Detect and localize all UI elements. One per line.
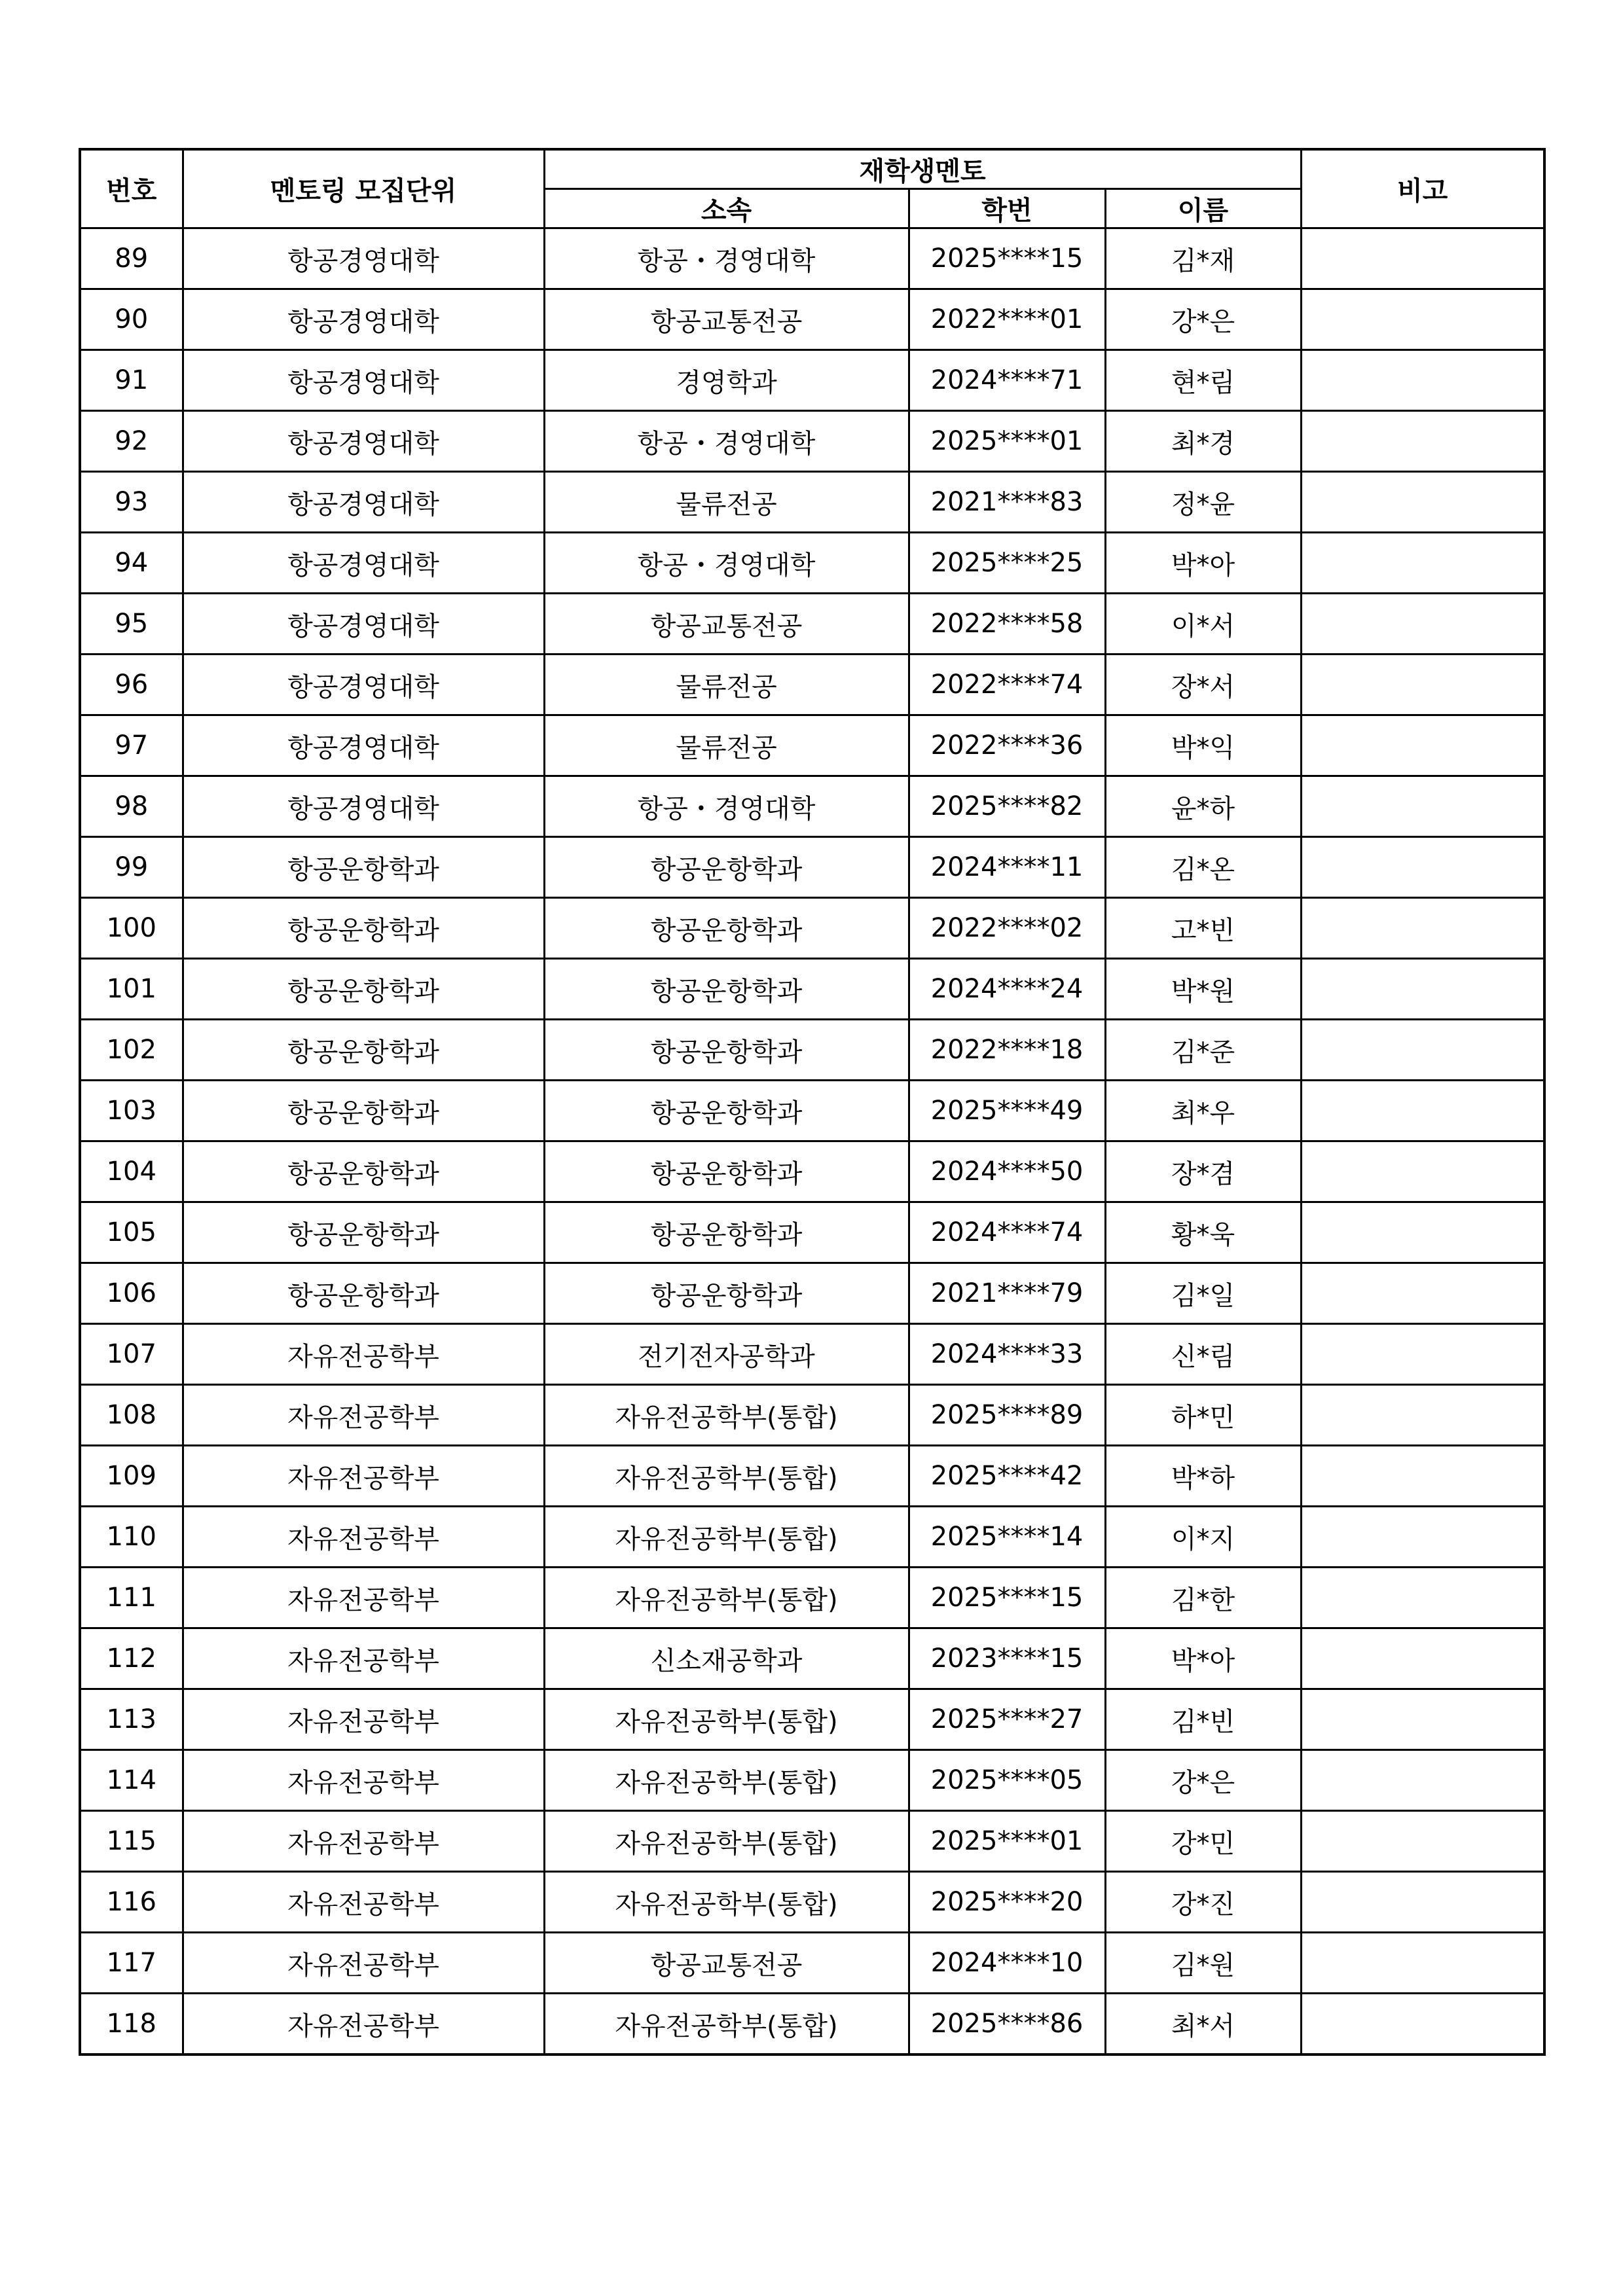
table-row bbox=[80, 655, 1544, 715]
cell-name: 박*익 bbox=[1105, 715, 1301, 776]
cell-dept: 항공운항학과 bbox=[544, 1263, 909, 1324]
cell-dept: 전기전자공학과 bbox=[544, 1324, 909, 1385]
table-header bbox=[80, 149, 1544, 228]
cell-name: 강*은 bbox=[1105, 1750, 1301, 1811]
cell-name: 김*한 bbox=[1105, 1568, 1301, 1628]
cell-note bbox=[1301, 1263, 1544, 1324]
cell-name: 박*원 bbox=[1105, 959, 1301, 1020]
cell-no: 106 bbox=[80, 1263, 183, 1324]
table-body bbox=[80, 228, 1544, 2055]
cell-note bbox=[1301, 1994, 1544, 2055]
cell-note bbox=[1301, 1202, 1544, 1263]
mentor-roster-table bbox=[79, 148, 1546, 2056]
cell-dept: 자유전공학부(통합) bbox=[544, 1507, 909, 1568]
cell-no: 114 bbox=[80, 1750, 183, 1811]
cell-unit: 자유전공학부 bbox=[183, 1750, 544, 1811]
cell-no: 108 bbox=[80, 1385, 183, 1446]
cell-student-id: 2024****24 bbox=[909, 959, 1105, 1020]
cell-name: 장*겸 bbox=[1105, 1141, 1301, 1202]
cell-no: 105 bbox=[80, 1202, 183, 1263]
cell-dept: 항공운항학과 bbox=[544, 898, 909, 959]
cell-dept: 항공교통전공 bbox=[544, 289, 909, 350]
cell-name: 박*아 bbox=[1105, 533, 1301, 594]
table-row bbox=[80, 533, 1544, 594]
header-unit: 멘토링 모집단위 bbox=[183, 149, 544, 228]
table-row bbox=[80, 1385, 1544, 1446]
table-row bbox=[80, 1689, 1544, 1750]
cell-unit: 항공경영대학 bbox=[183, 776, 544, 837]
cell-no: 110 bbox=[80, 1507, 183, 1568]
table-row bbox=[80, 1263, 1544, 1324]
cell-name: 김*일 bbox=[1105, 1263, 1301, 1324]
cell-name: 하*민 bbox=[1105, 1385, 1301, 1446]
cell-no: 91 bbox=[80, 350, 183, 411]
cell-no: 99 bbox=[80, 837, 183, 898]
cell-student-id: 2025****01 bbox=[909, 1811, 1105, 1872]
cell-dept: 항공・경영대학 bbox=[544, 776, 909, 837]
cell-student-id: 2025****82 bbox=[909, 776, 1105, 837]
cell-note bbox=[1301, 1446, 1544, 1507]
cell-note bbox=[1301, 959, 1544, 1020]
table-row bbox=[80, 1872, 1544, 1933]
cell-name: 장*서 bbox=[1105, 655, 1301, 715]
cell-name: 강*은 bbox=[1105, 289, 1301, 350]
table-row bbox=[80, 1081, 1544, 1141]
cell-student-id: 2021****79 bbox=[909, 1263, 1105, 1324]
cell-no: 94 bbox=[80, 533, 183, 594]
cell-unit: 항공경영대학 bbox=[183, 655, 544, 715]
cell-unit: 항공경영대학 bbox=[183, 289, 544, 350]
cell-name: 고*빈 bbox=[1105, 898, 1301, 959]
cell-name: 김*준 bbox=[1105, 1020, 1301, 1081]
cell-dept: 항공운항학과 bbox=[544, 1020, 909, 1081]
cell-name: 최*경 bbox=[1105, 411, 1301, 472]
cell-student-id: 2022****58 bbox=[909, 594, 1105, 655]
cell-unit: 항공경영대학 bbox=[183, 533, 544, 594]
cell-dept: 항공・경영대학 bbox=[544, 411, 909, 472]
cell-no: 107 bbox=[80, 1324, 183, 1385]
table-row bbox=[80, 1141, 1544, 1202]
cell-unit: 자유전공학부 bbox=[183, 1872, 544, 1933]
table-row bbox=[80, 1628, 1544, 1689]
cell-dept: 자유전공학부(통합) bbox=[544, 1568, 909, 1628]
table-row bbox=[80, 1202, 1544, 1263]
cell-note bbox=[1301, 655, 1544, 715]
cell-student-id: 2025****89 bbox=[909, 1385, 1105, 1446]
cell-name: 강*민 bbox=[1105, 1811, 1301, 1872]
cell-unit: 자유전공학부 bbox=[183, 1324, 544, 1385]
cell-student-id: 2025****15 bbox=[909, 228, 1105, 289]
cell-no: 118 bbox=[80, 1994, 183, 2055]
cell-unit: 자유전공학부 bbox=[183, 1507, 544, 1568]
cell-dept: 물류전공 bbox=[544, 655, 909, 715]
cell-name: 정*윤 bbox=[1105, 472, 1301, 533]
table-row bbox=[80, 411, 1544, 472]
cell-student-id: 2025****49 bbox=[909, 1081, 1105, 1141]
cell-student-id: 2024****11 bbox=[909, 837, 1105, 898]
cell-unit: 항공경영대학 bbox=[183, 228, 544, 289]
cell-no: 95 bbox=[80, 594, 183, 655]
cell-student-id: 2025****25 bbox=[909, 533, 1105, 594]
table-row bbox=[80, 1933, 1544, 1994]
cell-dept: 물류전공 bbox=[544, 715, 909, 776]
cell-name: 김*빈 bbox=[1105, 1689, 1301, 1750]
cell-note bbox=[1301, 1811, 1544, 1872]
cell-unit: 항공경영대학 bbox=[183, 350, 544, 411]
cell-student-id: 2025****27 bbox=[909, 1689, 1105, 1750]
cell-student-id: 2021****83 bbox=[909, 472, 1105, 533]
table-row bbox=[80, 898, 1544, 959]
cell-note bbox=[1301, 1628, 1544, 1689]
cell-note bbox=[1301, 898, 1544, 959]
cell-no: 104 bbox=[80, 1141, 183, 1202]
cell-student-id: 2024****74 bbox=[909, 1202, 1105, 1263]
cell-unit: 자유전공학부 bbox=[183, 1446, 544, 1507]
cell-student-id: 2022****01 bbox=[909, 289, 1105, 350]
cell-dept: 자유전공학부(통합) bbox=[544, 1689, 909, 1750]
cell-unit: 자유전공학부 bbox=[183, 1933, 544, 1994]
cell-no: 92 bbox=[80, 411, 183, 472]
cell-dept: 항공운항학과 bbox=[544, 1202, 909, 1263]
header-mentor-group: 재학생멘토 bbox=[544, 149, 1301, 189]
cell-student-id: 2025****42 bbox=[909, 1446, 1105, 1507]
cell-student-id: 2025****14 bbox=[909, 1507, 1105, 1568]
cell-no: 93 bbox=[80, 472, 183, 533]
cell-name: 현*림 bbox=[1105, 350, 1301, 411]
cell-unit: 항공운항학과 bbox=[183, 898, 544, 959]
cell-no: 89 bbox=[80, 228, 183, 289]
table-row bbox=[80, 472, 1544, 533]
table-row bbox=[80, 776, 1544, 837]
header-note: 비고 bbox=[1301, 149, 1544, 228]
cell-no: 117 bbox=[80, 1933, 183, 1994]
cell-no: 90 bbox=[80, 289, 183, 350]
cell-note bbox=[1301, 1324, 1544, 1385]
table-row bbox=[80, 1568, 1544, 1628]
cell-note bbox=[1301, 1568, 1544, 1628]
header-dept: 소속 bbox=[544, 189, 909, 228]
cell-unit: 항공운항학과 bbox=[183, 1020, 544, 1081]
cell-unit: 항공경영대학 bbox=[183, 472, 544, 533]
table-row bbox=[80, 837, 1544, 898]
cell-name: 신*림 bbox=[1105, 1324, 1301, 1385]
cell-dept: 자유전공학부(통합) bbox=[544, 1446, 909, 1507]
cell-dept: 신소재공학과 bbox=[544, 1628, 909, 1689]
cell-unit: 항공운항학과 bbox=[183, 1141, 544, 1202]
cell-no: 101 bbox=[80, 959, 183, 1020]
table-row bbox=[80, 959, 1544, 1020]
table-row bbox=[80, 1750, 1544, 1811]
table-row bbox=[80, 228, 1544, 289]
cell-dept: 자유전공학부(통합) bbox=[544, 1872, 909, 1933]
cell-name: 박*아 bbox=[1105, 1628, 1301, 1689]
header-no: 번호 bbox=[80, 149, 183, 228]
cell-unit: 자유전공학부 bbox=[183, 1994, 544, 2055]
cell-student-id: 2025****86 bbox=[909, 1994, 1105, 2055]
cell-name: 황*욱 bbox=[1105, 1202, 1301, 1263]
cell-note bbox=[1301, 1385, 1544, 1446]
header-student-id: 학번 bbox=[909, 189, 1105, 228]
cell-student-id: 2022****36 bbox=[909, 715, 1105, 776]
cell-unit: 항공경영대학 bbox=[183, 715, 544, 776]
cell-dept: 항공・경영대학 bbox=[544, 533, 909, 594]
cell-unit: 자유전공학부 bbox=[183, 1568, 544, 1628]
cell-no: 111 bbox=[80, 1568, 183, 1628]
cell-student-id: 2024****71 bbox=[909, 350, 1105, 411]
cell-student-id: 2022****02 bbox=[909, 898, 1105, 959]
cell-student-id: 2022****18 bbox=[909, 1020, 1105, 1081]
cell-dept: 항공교통전공 bbox=[544, 1933, 909, 1994]
cell-name: 강*진 bbox=[1105, 1872, 1301, 1933]
cell-no: 112 bbox=[80, 1628, 183, 1689]
cell-unit: 항공운항학과 bbox=[183, 1202, 544, 1263]
cell-student-id: 2024****50 bbox=[909, 1141, 1105, 1202]
table-row bbox=[80, 1020, 1544, 1081]
cell-student-id: 2023****15 bbox=[909, 1628, 1105, 1689]
cell-unit: 자유전공학부 bbox=[183, 1811, 544, 1872]
cell-note bbox=[1301, 776, 1544, 837]
cell-no: 97 bbox=[80, 715, 183, 776]
cell-unit: 항공운항학과 bbox=[183, 959, 544, 1020]
table-row bbox=[80, 1811, 1544, 1872]
cell-student-id: 2024****33 bbox=[909, 1324, 1105, 1385]
cell-dept: 항공교통전공 bbox=[544, 594, 909, 655]
cell-note bbox=[1301, 1872, 1544, 1933]
cell-note bbox=[1301, 533, 1544, 594]
cell-name: 이*지 bbox=[1105, 1507, 1301, 1568]
cell-dept: 자유전공학부(통합) bbox=[544, 1994, 909, 2055]
table-row bbox=[80, 1507, 1544, 1568]
cell-dept: 자유전공학부(통합) bbox=[544, 1385, 909, 1446]
table-row bbox=[80, 289, 1544, 350]
cell-note bbox=[1301, 594, 1544, 655]
cell-dept: 물류전공 bbox=[544, 472, 909, 533]
cell-dept: 항공운항학과 bbox=[544, 959, 909, 1020]
cell-dept: 항공운항학과 bbox=[544, 1081, 909, 1141]
cell-note bbox=[1301, 350, 1544, 411]
cell-unit: 자유전공학부 bbox=[183, 1689, 544, 1750]
cell-note bbox=[1301, 837, 1544, 898]
cell-no: 100 bbox=[80, 898, 183, 959]
cell-note bbox=[1301, 1020, 1544, 1081]
cell-no: 102 bbox=[80, 1020, 183, 1081]
cell-note bbox=[1301, 411, 1544, 472]
table-row bbox=[80, 594, 1544, 655]
cell-note bbox=[1301, 1750, 1544, 1811]
cell-name: 김*재 bbox=[1105, 228, 1301, 289]
table-row bbox=[80, 1446, 1544, 1507]
cell-name: 박*하 bbox=[1105, 1446, 1301, 1507]
cell-dept: 항공운항학과 bbox=[544, 1141, 909, 1202]
cell-student-id: 2025****05 bbox=[909, 1750, 1105, 1811]
cell-no: 113 bbox=[80, 1689, 183, 1750]
cell-dept: 자유전공학부(통합) bbox=[544, 1750, 909, 1811]
cell-no: 96 bbox=[80, 655, 183, 715]
cell-name: 최*우 bbox=[1105, 1081, 1301, 1141]
cell-note bbox=[1301, 1933, 1544, 1994]
table-row bbox=[80, 715, 1544, 776]
table-row bbox=[80, 350, 1544, 411]
cell-unit: 항공운항학과 bbox=[183, 837, 544, 898]
cell-note bbox=[1301, 1141, 1544, 1202]
cell-student-id: 2022****74 bbox=[909, 655, 1105, 715]
cell-unit: 항공운항학과 bbox=[183, 1081, 544, 1141]
cell-unit: 자유전공학부 bbox=[183, 1628, 544, 1689]
cell-unit: 항공경영대학 bbox=[183, 594, 544, 655]
cell-name: 김*온 bbox=[1105, 837, 1301, 898]
cell-dept: 경영학과 bbox=[544, 350, 909, 411]
cell-unit: 자유전공학부 bbox=[183, 1385, 544, 1446]
cell-unit: 항공경영대학 bbox=[183, 411, 544, 472]
cell-note bbox=[1301, 228, 1544, 289]
cell-no: 109 bbox=[80, 1446, 183, 1507]
cell-student-id: 2025****20 bbox=[909, 1872, 1105, 1933]
cell-note bbox=[1301, 715, 1544, 776]
cell-dept: 자유전공학부(통합) bbox=[544, 1811, 909, 1872]
cell-note bbox=[1301, 1081, 1544, 1141]
cell-name: 이*서 bbox=[1105, 594, 1301, 655]
cell-student-id: 2025****15 bbox=[909, 1568, 1105, 1628]
header-name: 이름 bbox=[1105, 189, 1301, 228]
cell-student-id: 2025****01 bbox=[909, 411, 1105, 472]
cell-unit: 항공운항학과 bbox=[183, 1263, 544, 1324]
cell-dept: 항공운항학과 bbox=[544, 837, 909, 898]
cell-name: 김*원 bbox=[1105, 1933, 1301, 1994]
cell-no: 98 bbox=[80, 776, 183, 837]
cell-name: 윤*하 bbox=[1105, 776, 1301, 837]
cell-note bbox=[1301, 1507, 1544, 1568]
cell-name: 최*서 bbox=[1105, 1994, 1301, 2055]
cell-note bbox=[1301, 289, 1544, 350]
cell-dept: 항공・경영대학 bbox=[544, 228, 909, 289]
cell-no: 103 bbox=[80, 1081, 183, 1141]
cell-no: 115 bbox=[80, 1811, 183, 1872]
cell-student-id: 2024****10 bbox=[909, 1933, 1105, 1994]
table-row bbox=[80, 1994, 1544, 2055]
cell-no: 116 bbox=[80, 1872, 183, 1933]
cell-note bbox=[1301, 472, 1544, 533]
cell-note bbox=[1301, 1689, 1544, 1750]
table-row bbox=[80, 1324, 1544, 1385]
